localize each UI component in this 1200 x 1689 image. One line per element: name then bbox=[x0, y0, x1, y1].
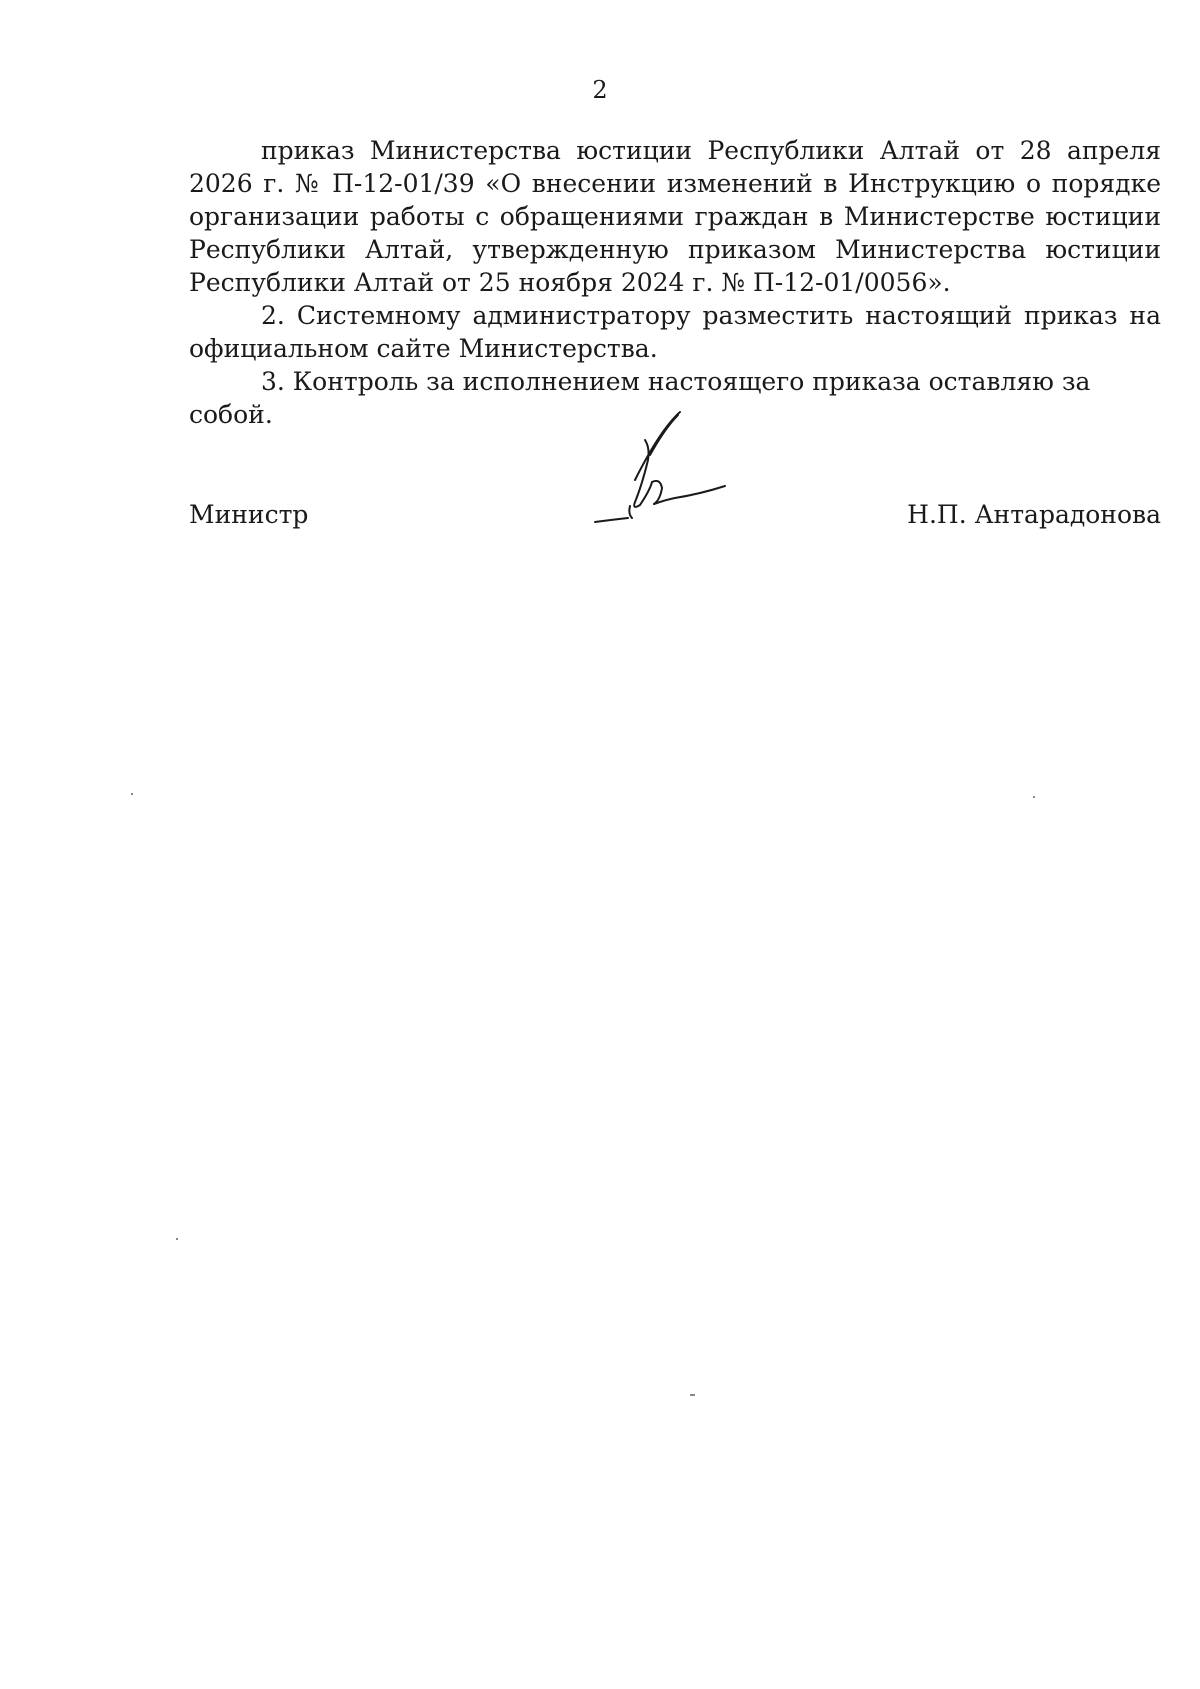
handwritten-signature bbox=[590, 410, 750, 540]
document-body bbox=[189, 134, 1161, 431]
paragraph-item-2: 2. Системному администратору разместить настоящий приказ на официальном сайте Министерства. bbox=[189, 301, 1161, 363]
scan-speck bbox=[690, 1394, 695, 1396]
page-number: 2 bbox=[592, 76, 608, 104]
paragraph-item-3: 3. Контроль за исполнением настоящего приказа оставляю за собой. bbox=[189, 367, 1091, 429]
signatory-name: Н.П. Антарадонова bbox=[907, 500, 1161, 529]
scan-speck bbox=[131, 793, 133, 795]
scan-speck bbox=[1033, 796, 1035, 798]
signatory-role: Министр bbox=[189, 500, 309, 529]
paragraph-order-reference: приказ Министерства юстиции Республики Алтай от 28 апреля 2026 г. № П-12-01/39 «О внесении изменений в Инструкцию о порядке организации работы с обращениями граждан в Министерстве юстиции Республики Алтай, утвержденную приказом Министерства юстиции Республики Алтай от 25 ноября 2024 г. № П-12-01/0056». bbox=[189, 136, 1161, 297]
scan-speck bbox=[176, 1238, 178, 1240]
